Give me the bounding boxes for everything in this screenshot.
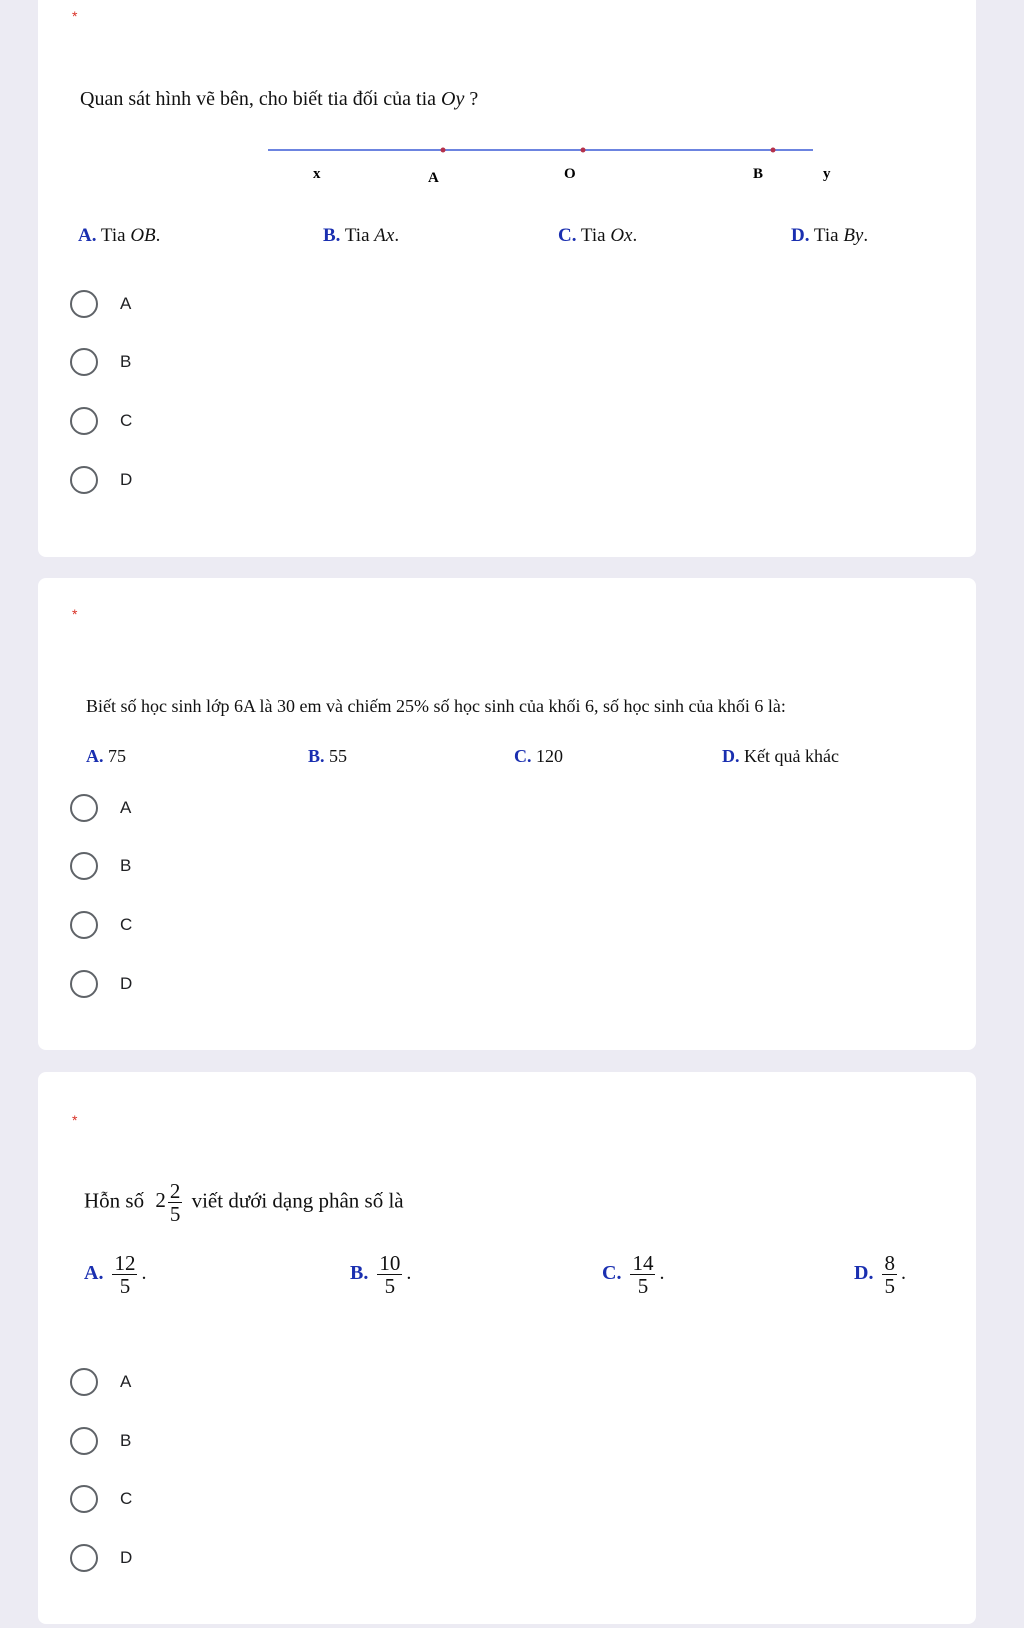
radio-circle[interactable] xyxy=(70,794,98,822)
radio-circle[interactable] xyxy=(70,1544,98,1572)
radio-circle[interactable] xyxy=(70,852,98,880)
mixed-number-fraction: $\frac{2}{5}$ xyxy=(169,1179,181,1226)
answer-options xyxy=(84,1252,954,1322)
option-d: D. $\frac{8}{5}$ . xyxy=(854,1251,906,1298)
option-d: D. Kết quả khác xyxy=(722,746,839,766)
point-A-dot xyxy=(441,148,446,153)
radio-circle[interactable] xyxy=(70,1485,98,1513)
option-b: B. $\frac{10}{5}$ . xyxy=(350,1251,412,1298)
radio-circle[interactable] xyxy=(70,466,98,494)
radio-circle[interactable] xyxy=(70,407,98,435)
question-text: Quan sát hình vẽ bên, cho biết tia đối của tia Oy ? xyxy=(80,88,479,110)
label-B: B xyxy=(753,166,764,182)
answer-options xyxy=(86,746,946,772)
option-b: B. 55 xyxy=(308,746,348,766)
required-asterisk: * xyxy=(72,606,78,622)
option-d: D. Tia By. xyxy=(791,225,869,246)
required-asterisk: * xyxy=(72,1112,78,1128)
option-b: B. Tia Ax. xyxy=(323,225,400,246)
question-card-2: * Biết số học sinh lớp 6A là 30 em và chiếm 25% số học sinh của khối 6, số học sinh của khối 6 là: A. 75 B. 55 C. 120 D. Kết quả khác A B C D xyxy=(38,578,976,1050)
answer-options xyxy=(78,225,958,255)
label-y: y xyxy=(823,166,831,182)
option-a: A. 75 xyxy=(86,746,126,766)
question-text: Hỗn số 2 $\frac{2}{5}$ viết dưới dạng phân số là xyxy=(84,1179,404,1226)
question-card-3: * Hỗn số 2 $\frac{2}{5}$ viết dưới dạng phân số là A. $\frac{12}{5}$ . B. $\frac{10}{5}$ . C. $\frac{14}{5}$ . D. $\frac{8}{5}$ . A B C D xyxy=(38,1072,976,1624)
label-x: x xyxy=(313,166,321,182)
option-c: C. 120 xyxy=(514,746,563,766)
radio-circle[interactable] xyxy=(70,1368,98,1396)
point-O-dot xyxy=(581,148,586,153)
point-B-dot xyxy=(771,148,776,153)
option-a: A. $\frac{12}{5}$ . xyxy=(84,1251,147,1298)
label-O: O xyxy=(564,166,576,182)
radio-circle[interactable] xyxy=(70,911,98,939)
option-c: C. Tia Ox. xyxy=(558,225,638,246)
label-A: A xyxy=(428,170,439,186)
question-card-1: * Quan sát hình vẽ bên, cho biết tia đối của tia Oy ? x A O B y A. Tia OB. B. Tia Ax. C. Tia Ox. D. Tia By. A B C D xyxy=(38,0,976,557)
radio-circle[interactable] xyxy=(70,290,98,318)
ray-diagram xyxy=(268,140,868,190)
radio-circle[interactable] xyxy=(70,970,98,998)
question-text: Biết số học sinh lớp 6A là 30 em và chiếm 25% số học sinh của khối 6, số học sinh của khối 6 là: xyxy=(86,696,786,716)
option-a: A. Tia OB. xyxy=(78,225,161,246)
option-c: C. $\frac{14}{5}$ . xyxy=(602,1251,665,1298)
required-asterisk: * xyxy=(72,8,78,24)
radio-circle[interactable] xyxy=(70,348,98,376)
radio-circle[interactable] xyxy=(70,1427,98,1455)
